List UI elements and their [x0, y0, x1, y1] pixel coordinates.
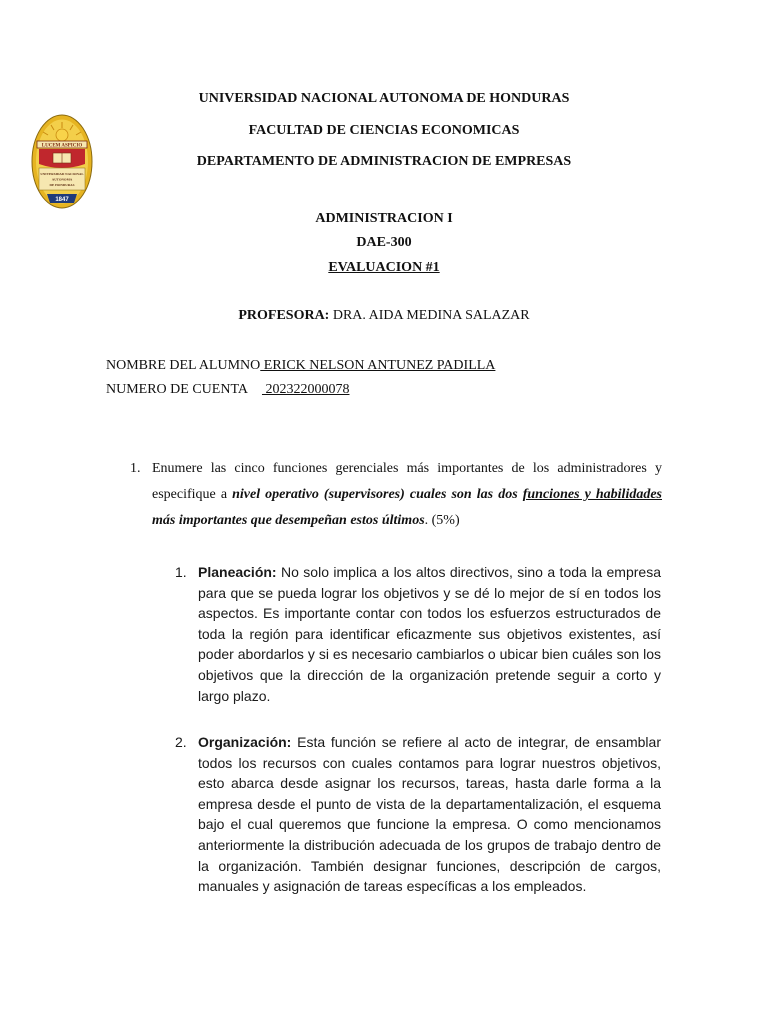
answer-number: 1.: [175, 564, 187, 580]
seal-motto: LUCEM ASPICIO: [41, 143, 83, 149]
student-name-label: NOMBRE DEL ALUMNO: [106, 358, 261, 373]
professor-name: DRA. AIDA MEDINA SALAZAR: [329, 308, 530, 323]
question-text-part3: funciones y habilidades: [522, 487, 662, 502]
answer-body: Esta función se refiere al acto de integrar, de ensamblar todos los recursos con cuales contamos para lograr nuestros objetivos, esto abarca desde asignar los recursos, tareas, hasta darle forma a la empresa desde el punto de vista de la departamentalización, el esquema bajo el cual queremos que funcione la empresa. O como mencionamos anteriormente la distribución adecuada de los grupos de trabajo dentro de la organización. También designar funciones, descripción de cargos, manuales y asignación de tareas específicas a los empleados.: [198, 734, 661, 895]
student-name-line: [106, 358, 495, 374]
answer-text: [198, 562, 661, 706]
faculty-name: FACULTAD DE CIENCIAS ECONOMICAS: [248, 123, 520, 138]
account-number-label: NUMERO DE CUENTA: [106, 382, 248, 397]
question-text-part4: más importantes que desempeñan estos últimos: [152, 513, 425, 528]
seal-inner-text-1: UNIVERSIDAD NACIONAL: [40, 172, 84, 176]
department-name: DEPARTAMENTO DE ADMINISTRACION DE EMPRESAS: [196, 154, 572, 169]
evaluation-title: [0, 260, 768, 276]
answer-body: No solo implica a los altos directivos, sino a toda la empresa para que se pueda lograr los objetivos y se dé lo mejor de sí en todos los aspectos. Es importante contar con todos los esfuerzos estructurados de toda la región para identificar eficazmente sus objetivos existentes, así poder abordarlos y si es necesario cambiarlos o ubicar bien cuáles son los objetivos que la dirección de la organización pretende seguir a corto y largo plazo.: [198, 564, 661, 704]
question-text-part2: nivel operativo (supervisores) cuales son las dos: [232, 487, 523, 502]
question-number: 1.: [130, 461, 141, 476]
account-number-line: [106, 382, 349, 398]
question-text: [152, 456, 662, 534]
answer-item-1: [175, 562, 661, 706]
question-1: [130, 456, 662, 534]
professor-line: [0, 308, 768, 324]
seal-inner-text-2: AUTONOMA: [51, 177, 73, 182]
account-number-value: 202322000078: [261, 382, 350, 397]
answer-item-2: [175, 732, 661, 897]
course-name: ADMINISTRACION I: [315, 211, 453, 226]
answer-title: Organización:: [198, 734, 292, 750]
answer-text: [198, 732, 661, 897]
student-name-value: ERICK NELSON ANTUNEZ PADILLA: [260, 358, 496, 373]
question-text-part5: . (5%): [424, 513, 460, 528]
seal-inner-text-3: DE HONDURAS: [49, 183, 75, 187]
professor-label: PROFESORA:: [238, 308, 330, 323]
course-code: DAE-300: [356, 235, 412, 250]
answer-title: Planeación:: [198, 564, 277, 580]
university-name: UNIVERSIDAD NACIONAL AUTONOMA DE HONDURAS: [198, 91, 570, 106]
question-text-part1: Enumere las cinco funciones gerenciales más importantes de los administradores y especifique a: [152, 461, 662, 502]
seal-year: 1847: [55, 197, 69, 203]
answer-number: 2.: [175, 734, 187, 750]
evaluation-title-text: EVALUACION #1: [328, 260, 440, 275]
